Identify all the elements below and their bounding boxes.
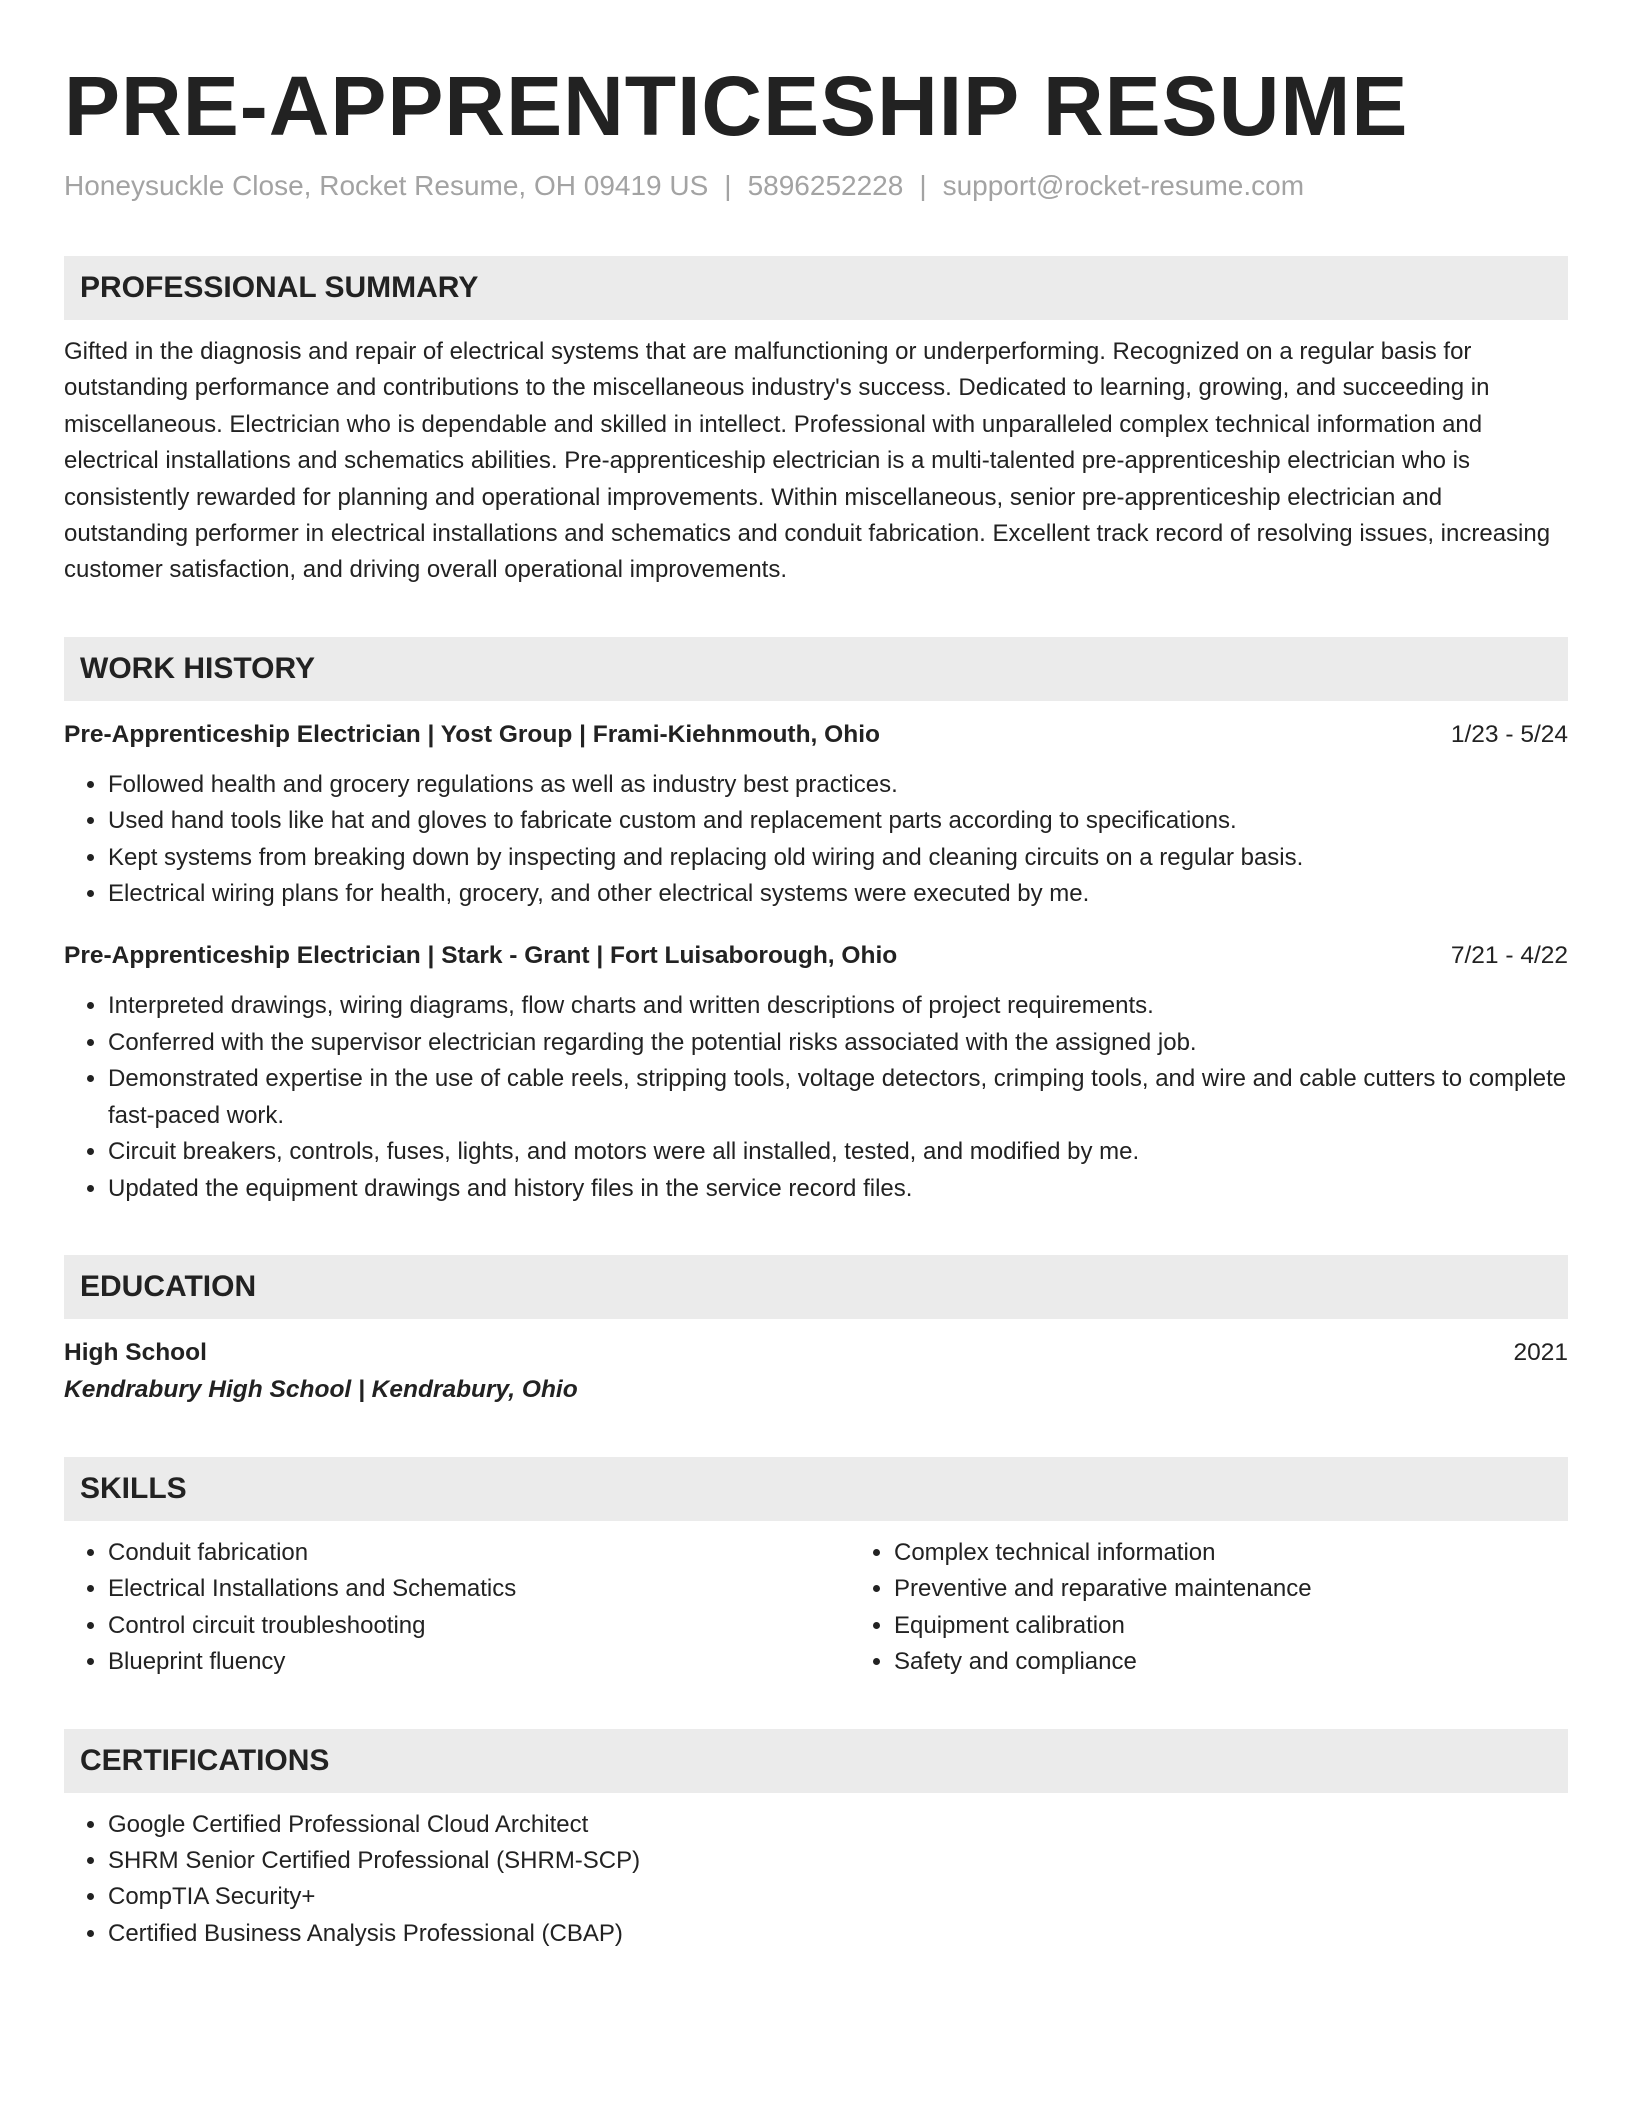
job-bullet: • Interpreted drawings, wiring diagrams, flow charts and written descriptions of project requirements. — [108, 988, 1568, 1024]
job-dates: 7/21 - 4/22 — [1450, 942, 1568, 970]
job-bullet: • Kept systems from breaking down by inspecting and replacing old wiring and cleaning circuits on a regular basis. — [108, 840, 1568, 876]
section-heading-education: EDUCATION — [64, 1255, 1568, 1319]
skill-item: • Equipment calibration — [894, 1608, 1568, 1644]
job-bullet: • Used hand tools like hat and gloves to fabricate custom and replacement parts according to specifications. — [108, 803, 1568, 839]
job-bullet: • Updated the equipment drawings and history files in the service record files. — [108, 1171, 1568, 1207]
job-header — [64, 717, 1568, 753]
certification-bullets — [64, 1807, 1568, 1953]
resume-page — [64, 56, 1568, 1952]
job-bullets — [64, 988, 1568, 1206]
contact-separator: | — [919, 170, 927, 201]
section-heading-certifications: CERTIFICATIONS — [64, 1729, 1568, 1793]
contact-line — [64, 168, 1568, 204]
skill-item: • Complex technical information — [894, 1535, 1568, 1571]
job-title: Pre-Apprenticeship Electrician | Yost Group | Frami-Kiehnmouth, Ohio — [64, 720, 880, 748]
skill-item: • Conduit fabrication — [108, 1535, 850, 1571]
skills-list — [64, 1535, 1568, 1681]
education-header — [64, 1335, 1568, 1371]
skill-item: • Electrical Installations and Schematics — [108, 1571, 850, 1607]
contact-email: support@rocket-resume.com — [942, 170, 1305, 201]
skill-item: • Preventive and reparative maintenance — [894, 1571, 1568, 1607]
certification-item: • Google Certified Professional Cloud Architect — [108, 1807, 1568, 1843]
job-header — [64, 938, 1568, 974]
resume-title: PRE-APPRENTICESHIP RESUME — [64, 59, 1409, 153]
job-bullet: • Demonstrated expertise in the use of cable reels, stripping tools, voltage detectors, crimping tools, and wire and cable cutters to complete fast-paced work. — [108, 1061, 1568, 1134]
education-year: 2021 — [1513, 1338, 1568, 1366]
job-entry — [64, 938, 1568, 1206]
skills-column-right — [850, 1535, 1568, 1681]
section-heading-work-history: WORK HISTORY — [64, 637, 1568, 701]
skill-item: • Blueprint fluency — [108, 1644, 850, 1680]
certification-item: • Certified Business Analysis Professional (CBAP) — [108, 1916, 1568, 1952]
job-bullet: • Circuit breakers, controls, fuses, lights, and motors were all installed, tested, and modified by me. — [108, 1134, 1568, 1170]
education-degree: High School — [64, 1338, 207, 1366]
job-bullets — [64, 767, 1568, 913]
job-bullet: • Conferred with the supervisor electrician regarding the potential risks associated with the assigned job. — [108, 1025, 1568, 1061]
contact-address: Honeysuckle Close, Rocket Resume, OH 09419 US — [64, 170, 709, 201]
section-heading-skills: SKILLS — [64, 1457, 1568, 1521]
skills-column-left — [64, 1535, 850, 1681]
certification-item: • CompTIA Security+ — [108, 1879, 1568, 1915]
skill-item: • Safety and compliance — [894, 1644, 1568, 1680]
section-heading-summary: PROFESSIONAL SUMMARY — [64, 256, 1568, 320]
education-school: Kendrabury High School | Kendrabury, Ohio — [64, 1375, 578, 1403]
contact-phone: 5896252228 — [747, 170, 904, 201]
job-dates: 1/23 - 5/24 — [1450, 720, 1568, 748]
skill-item: • Control circuit troubleshooting — [108, 1608, 850, 1644]
contact-separator: | — [724, 170, 732, 201]
certifications-list — [64, 1807, 1568, 1953]
job-bullet: • Followed health and grocery regulations as well as industry best practices. — [108, 767, 1568, 803]
certification-item: • SHRM Senior Certified Professional (SHRM-SCP) — [108, 1843, 1568, 1879]
education-entry — [64, 1335, 1568, 1409]
job-entry — [64, 717, 1568, 913]
summary-text: Gifted in the diagnosis and repair of electrical systems that are malfunctioning or underperforming. Recognized on a regular basis for outstanding performance and contributions to the miscellaneous industry's success. Dedicated to learning, growing, and succeeding in miscellaneous. Electrician who is dependable and skilled in intellect. Professional with unparalleled complex technical information and electrical installations and schematics abilities. Pre-apprenticeship electrician is a multi-talented pre-apprenticeship electrician who is consistently rewarded for planning and operational improvements. Within miscellaneous, senior pre-apprenticeship electrician and outstanding performer in electrical installations and schematics and conduit fabrication. Excellent track record of resolving issues, increasing customer satisfaction, and driving overall operational improvements. — [64, 338, 1551, 584]
job-bullet: • Electrical wiring plans for health, grocery, and other electrical systems were executed by me. — [108, 876, 1568, 912]
job-title: Pre-Apprenticeship Electrician | Stark - Grant | Fort Luisaborough, Ohio — [64, 942, 898, 970]
